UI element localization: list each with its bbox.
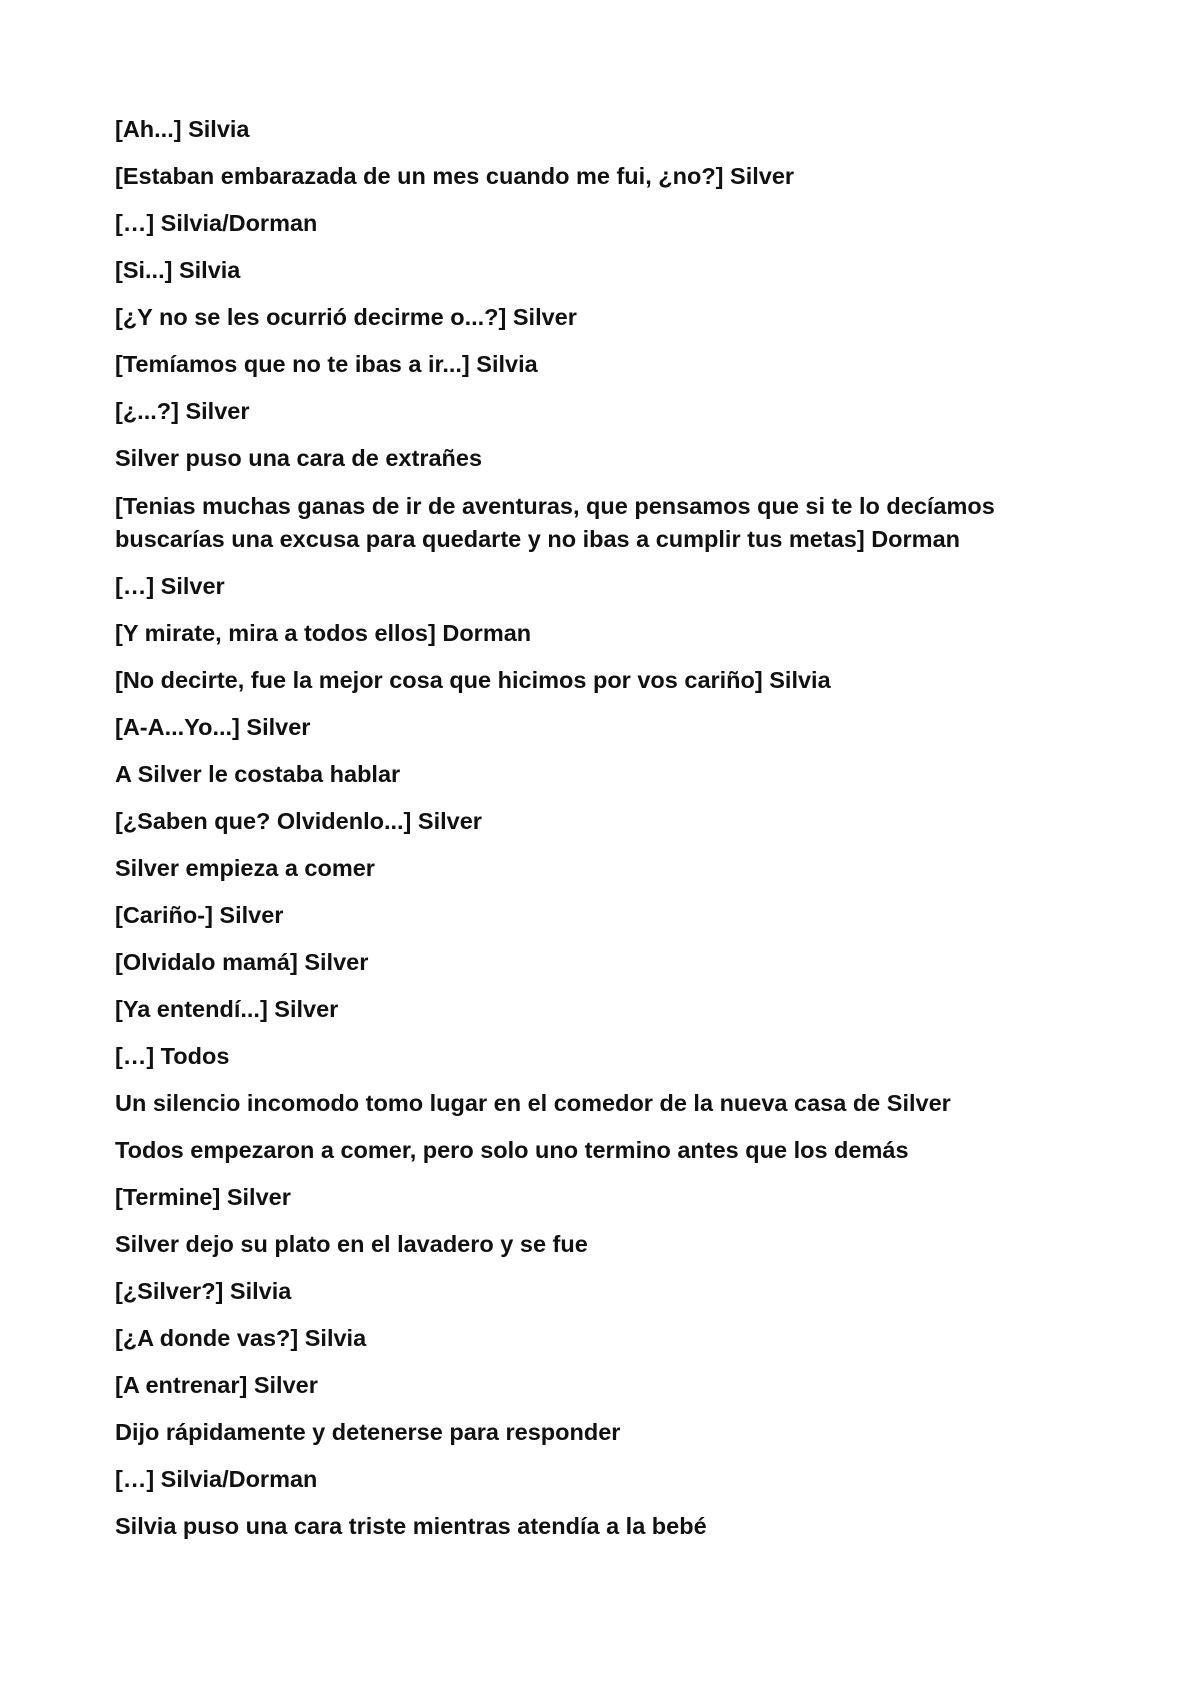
text-line-6: [Temíamos que no te ibas a ir...] Silvia xyxy=(115,351,538,377)
text-line-7: [¿...?] Silver xyxy=(115,398,250,424)
text-line-11: [Y mirate, mira a todos ellos] Dorman xyxy=(115,620,532,646)
text-line-10: […] Silver xyxy=(115,573,225,599)
text-line-8: Silver puso una cara de extrañes xyxy=(115,445,483,471)
text-line-28: Dijo rápidamente y detenerse para responder xyxy=(115,1419,621,1445)
text-line-20: […] Todos xyxy=(115,1043,230,1069)
text-line-18: [Olvidalo mamá] Silver xyxy=(115,949,369,975)
text-line-13: [A-A...Yo...] Silver xyxy=(115,714,311,740)
text-line-19: [Ya entendí...] Silver xyxy=(115,996,339,1022)
text-line-12: [No decirte, fue la mejor cosa que hicimos por vos cariño] Silvia xyxy=(115,667,831,693)
text-line-1: [Ah...] Silvia xyxy=(115,116,250,142)
text-line-14: A Silver le costaba hablar xyxy=(115,761,401,787)
text-line-25: [¿Silver?] Silvia xyxy=(115,1278,292,1304)
document-page xyxy=(115,114,1075,1558)
text-line-5: [¿Y no se les ocurrió decirme o...?] Silver xyxy=(115,304,577,330)
text-line-23: [Termine] Silver xyxy=(115,1184,291,1210)
text-line-27: [A entrenar] Silver xyxy=(115,1372,318,1398)
text-line-29: […] Silvia/Dorman xyxy=(115,1466,318,1492)
text-line-4: [Si...] Silvia xyxy=(115,257,241,283)
text-line-24: Silver dejo su plato en el lavadero y se fue xyxy=(115,1231,588,1257)
text-line-3: […] Silvia/Dorman xyxy=(115,210,318,236)
text-line-9: [Tenias muchas ganas de ir de aventuras, que pensamos que si te lo decíamos buscarías una excusa para quedarte y no ibas a cumplir tus metas] Dorman xyxy=(115,493,995,552)
text-line-15: [¿Saben que? Olvidenlo...] Silver xyxy=(115,808,482,834)
text-line-22: Todos empezaron a comer, pero solo uno termino antes que los demás xyxy=(115,1137,909,1163)
text-line-16: Silver empieza a comer xyxy=(115,855,375,881)
text-line-2: [Estaban embarazada de un mes cuando me fui, ¿no?] Silver xyxy=(115,163,795,189)
text-line-17: [Cariño-] Silver xyxy=(115,902,284,928)
text-line-26: [¿A donde vas?] Silvia xyxy=(115,1325,367,1351)
text-line-30: Silvia puso una cara triste mientras atendía a la bebé xyxy=(115,1513,707,1539)
text-line-21: Un silencio incomodo tomo lugar en el comedor de la nueva casa de Silver xyxy=(115,1090,951,1116)
